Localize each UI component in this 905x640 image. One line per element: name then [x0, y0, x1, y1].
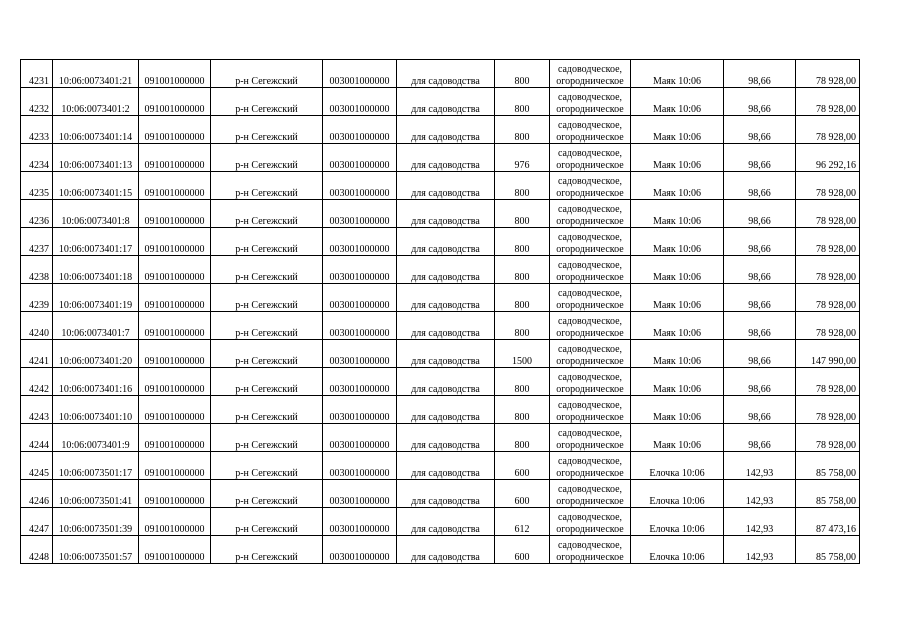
table-row — [21, 172, 860, 200]
category-line-2: огородническое — [556, 383, 624, 395]
area-cell: 800 — [495, 256, 550, 284]
rate-cell: 142,93 — [724, 452, 796, 480]
district-cell: р-н Сегежский — [211, 144, 323, 172]
row-number-cell: 4231 — [21, 60, 53, 88]
permitted-use-cell: для садоводства — [397, 536, 495, 564]
oktmo-code-cell: 003001000000 — [323, 340, 397, 368]
category-line-1: садоводческое, — [557, 316, 623, 327]
zone-cell: Елочка 10:06 — [631, 508, 724, 536]
category-line-1: садоводческое, — [557, 344, 623, 355]
row-number-cell: 4247 — [21, 508, 53, 536]
zone-cell: Елочка 10:06 — [631, 452, 724, 480]
table-row — [21, 424, 860, 452]
district-cell: р-н Сегежский — [211, 284, 323, 312]
category-cell — [550, 452, 631, 480]
zone-cell: Маяк 10:06 — [631, 256, 724, 284]
area-cell: 800 — [495, 172, 550, 200]
cadastral-value-cell: 78 928,00 — [796, 396, 860, 424]
rate-cell: 142,93 — [724, 536, 796, 564]
cadastral-value-cell: 147 990,00 — [796, 340, 860, 368]
permitted-use-cell: для садоводства — [397, 424, 495, 452]
category-line-2: огородническое — [556, 215, 624, 227]
zone-cell: Елочка 10:06 — [631, 536, 724, 564]
cadastral-number-cell: 10:06:0073401:10 — [53, 396, 139, 424]
category-line-2: огородническое — [556, 131, 624, 143]
category-line-2: огородническое — [556, 523, 624, 535]
district-cell: р-н Сегежский — [211, 368, 323, 396]
area-cell: 800 — [495, 228, 550, 256]
table-row — [21, 368, 860, 396]
cadastral-value-cell: 78 928,00 — [796, 88, 860, 116]
district-cell: р-н Сегежский — [211, 228, 323, 256]
cadastral-number-cell: 10:06:0073401:20 — [53, 340, 139, 368]
table-row — [21, 88, 860, 116]
cadastral-value-cell: 85 758,00 — [796, 536, 860, 564]
district-cell: р-н Сегежский — [211, 256, 323, 284]
category-cell — [550, 200, 631, 228]
area-cell: 600 — [495, 536, 550, 564]
area-cell: 800 — [495, 424, 550, 452]
row-number-cell: 4241 — [21, 340, 53, 368]
cadastral-number-cell: 10:06:0073401:16 — [53, 368, 139, 396]
district-cell: р-н Сегежский — [211, 396, 323, 424]
district-cell: р-н Сегежский — [211, 172, 323, 200]
rate-cell: 98,66 — [724, 312, 796, 340]
row-number-cell: 4248 — [21, 536, 53, 564]
zone-cell: Елочка 10:06 — [631, 480, 724, 508]
zone-cell: Маяк 10:06 — [631, 60, 724, 88]
zone-cell: Маяк 10:06 — [631, 228, 724, 256]
table-row — [21, 396, 860, 424]
permitted-use-cell: для садоводства — [397, 396, 495, 424]
oktmo-code-cell: 003001000000 — [323, 172, 397, 200]
cadastral-value-cell: 78 928,00 — [796, 228, 860, 256]
zone-cell: Маяк 10:06 — [631, 88, 724, 116]
zone-cell: Маяк 10:06 — [631, 396, 724, 424]
category-cell — [550, 284, 631, 312]
okato-code-cell: 091001000000 — [139, 536, 211, 564]
category-line-1: садоводческое, — [557, 400, 623, 411]
cadastral-number-cell: 10:06:0073401:14 — [53, 116, 139, 144]
category-line-2: огородническое — [556, 495, 624, 507]
oktmo-code-cell: 003001000000 — [323, 256, 397, 284]
category-line-2: огородническое — [556, 467, 624, 479]
row-number-cell: 4245 — [21, 452, 53, 480]
zone-cell: Маяк 10:06 — [631, 368, 724, 396]
category-line-1: садоводческое, — [557, 372, 623, 383]
table-row — [21, 480, 860, 508]
category-cell — [550, 424, 631, 452]
oktmo-code-cell: 003001000000 — [323, 368, 397, 396]
permitted-use-cell: для садоводства — [397, 228, 495, 256]
district-cell: р-н Сегежский — [211, 340, 323, 368]
category-line-1: садоводческое, — [557, 232, 623, 243]
table-row — [21, 60, 860, 88]
permitted-use-cell: для садоводства — [397, 340, 495, 368]
area-cell: 800 — [495, 88, 550, 116]
permitted-use-cell: для садоводства — [397, 172, 495, 200]
row-number-cell: 4233 — [21, 116, 53, 144]
table-row — [21, 200, 860, 228]
category-line-1: садоводческое, — [557, 512, 623, 523]
cadastral-value-cell: 78 928,00 — [796, 116, 860, 144]
okato-code-cell: 091001000000 — [139, 452, 211, 480]
table-row — [21, 284, 860, 312]
oktmo-code-cell: 003001000000 — [323, 284, 397, 312]
area-cell: 800 — [495, 200, 550, 228]
category-cell — [550, 536, 631, 564]
rate-cell: 98,66 — [724, 200, 796, 228]
permitted-use-cell: для садоводства — [397, 60, 495, 88]
okato-code-cell: 091001000000 — [139, 312, 211, 340]
land-registry-table — [20, 59, 860, 564]
district-cell: р-н Сегежский — [211, 480, 323, 508]
row-number-cell: 4242 — [21, 368, 53, 396]
cadastral-value-cell: 87 473,16 — [796, 508, 860, 536]
category-cell — [550, 256, 631, 284]
district-cell: р-н Сегежский — [211, 116, 323, 144]
cadastral-value-cell: 78 928,00 — [796, 200, 860, 228]
rate-cell: 98,66 — [724, 396, 796, 424]
category-line-2: огородническое — [556, 551, 624, 563]
okato-code-cell: 091001000000 — [139, 368, 211, 396]
table-row — [21, 312, 860, 340]
cadastral-number-cell: 10:06:0073501:57 — [53, 536, 139, 564]
permitted-use-cell: для садоводства — [397, 284, 495, 312]
category-cell — [550, 396, 631, 424]
rate-cell: 98,66 — [724, 284, 796, 312]
row-number-cell: 4235 — [21, 172, 53, 200]
oktmo-code-cell: 003001000000 — [323, 508, 397, 536]
oktmo-code-cell: 003001000000 — [323, 396, 397, 424]
area-cell: 800 — [495, 312, 550, 340]
rate-cell: 98,66 — [724, 368, 796, 396]
rate-cell: 98,66 — [724, 256, 796, 284]
district-cell: р-н Сегежский — [211, 536, 323, 564]
oktmo-code-cell: 003001000000 — [323, 60, 397, 88]
table-row — [21, 116, 860, 144]
district-cell: р-н Сегежский — [211, 508, 323, 536]
category-cell — [550, 172, 631, 200]
category-line-2: огородническое — [556, 103, 624, 115]
category-cell — [550, 60, 631, 88]
category-cell — [550, 368, 631, 396]
zone-cell: Маяк 10:06 — [631, 172, 724, 200]
category-line-2: огородническое — [556, 411, 624, 423]
row-number-cell: 4244 — [21, 424, 53, 452]
category-line-1: садоводческое, — [557, 148, 623, 159]
permitted-use-cell: для садоводства — [397, 256, 495, 284]
row-number-cell: 4237 — [21, 228, 53, 256]
cadastral-number-cell: 10:06:0073401:18 — [53, 256, 139, 284]
rate-cell: 98,66 — [724, 172, 796, 200]
category-line-2: огородническое — [556, 159, 624, 171]
category-line-1: садоводческое, — [557, 484, 623, 495]
table-row — [21, 256, 860, 284]
area-cell: 600 — [495, 452, 550, 480]
table-body — [21, 60, 860, 564]
category-line-2: огородническое — [556, 355, 624, 367]
cadastral-value-cell: 85 758,00 — [796, 480, 860, 508]
district-cell: р-н Сегежский — [211, 312, 323, 340]
cadastral-value-cell: 96 292,16 — [796, 144, 860, 172]
row-number-cell: 4246 — [21, 480, 53, 508]
cadastral-number-cell: 10:06:0073401:19 — [53, 284, 139, 312]
category-line-1: садоводческое, — [557, 92, 623, 103]
oktmo-code-cell: 003001000000 — [323, 228, 397, 256]
permitted-use-cell: для садоводства — [397, 508, 495, 536]
category-line-2: огородническое — [556, 439, 624, 451]
cadastral-number-cell: 10:06:0073501:17 — [53, 452, 139, 480]
category-line-1: садоводческое, — [557, 120, 623, 131]
category-cell — [550, 340, 631, 368]
cadastral-value-cell: 78 928,00 — [796, 368, 860, 396]
category-cell — [550, 88, 631, 116]
category-line-1: садоводческое, — [557, 176, 623, 187]
oktmo-code-cell: 003001000000 — [323, 200, 397, 228]
row-number-cell: 4232 — [21, 88, 53, 116]
cadastral-number-cell: 10:06:0073501:39 — [53, 508, 139, 536]
oktmo-code-cell: 003001000000 — [323, 452, 397, 480]
table-row — [21, 228, 860, 256]
district-cell: р-н Сегежский — [211, 200, 323, 228]
zone-cell: Маяк 10:06 — [631, 144, 724, 172]
district-cell: р-н Сегежский — [211, 424, 323, 452]
okato-code-cell: 091001000000 — [139, 424, 211, 452]
cadastral-value-cell: 85 758,00 — [796, 452, 860, 480]
oktmo-code-cell: 003001000000 — [323, 116, 397, 144]
okato-code-cell: 091001000000 — [139, 396, 211, 424]
oktmo-code-cell: 003001000000 — [323, 480, 397, 508]
category-cell — [550, 312, 631, 340]
category-line-2: огородническое — [556, 299, 624, 311]
category-line-1: садоводческое, — [557, 260, 623, 271]
rate-cell: 98,66 — [724, 340, 796, 368]
category-line-2: огородническое — [556, 271, 624, 283]
zone-cell: Маяк 10:06 — [631, 312, 724, 340]
oktmo-code-cell: 003001000000 — [323, 312, 397, 340]
area-cell: 976 — [495, 144, 550, 172]
rate-cell: 98,66 — [724, 116, 796, 144]
cadastral-value-cell: 78 928,00 — [796, 172, 860, 200]
okato-code-cell: 091001000000 — [139, 172, 211, 200]
area-cell: 800 — [495, 60, 550, 88]
zone-cell: Маяк 10:06 — [631, 424, 724, 452]
cadastral-value-cell: 78 928,00 — [796, 424, 860, 452]
okato-code-cell: 091001000000 — [139, 508, 211, 536]
okato-code-cell: 091001000000 — [139, 60, 211, 88]
category-line-1: садоводческое, — [557, 428, 623, 439]
okato-code-cell: 091001000000 — [139, 340, 211, 368]
oktmo-code-cell: 003001000000 — [323, 424, 397, 452]
cadastral-number-cell: 10:06:0073401:15 — [53, 172, 139, 200]
table-row — [21, 452, 860, 480]
cadastral-number-cell: 10:06:0073401:21 — [53, 60, 139, 88]
table-row — [21, 508, 860, 536]
okato-code-cell: 091001000000 — [139, 116, 211, 144]
area-cell: 612 — [495, 508, 550, 536]
category-line-2: огородническое — [556, 327, 624, 339]
cadastral-number-cell: 10:06:0073401:8 — [53, 200, 139, 228]
category-line-2: огородническое — [556, 187, 624, 199]
table-row — [21, 340, 860, 368]
permitted-use-cell: для садоводства — [397, 480, 495, 508]
district-cell: р-н Сегежский — [211, 88, 323, 116]
cadastral-number-cell: 10:06:0073401:17 — [53, 228, 139, 256]
permitted-use-cell: для садоводства — [397, 144, 495, 172]
area-cell: 800 — [495, 284, 550, 312]
table-row — [21, 536, 860, 564]
rate-cell: 98,66 — [724, 228, 796, 256]
category-line-1: садоводческое, — [557, 288, 623, 299]
cadastral-value-cell: 78 928,00 — [796, 284, 860, 312]
okato-code-cell: 091001000000 — [139, 228, 211, 256]
category-line-1: садоводческое, — [557, 456, 623, 467]
okato-code-cell: 091001000000 — [139, 256, 211, 284]
zone-cell: Маяк 10:06 — [631, 340, 724, 368]
row-number-cell: 4240 — [21, 312, 53, 340]
row-number-cell: 4243 — [21, 396, 53, 424]
category-cell — [550, 480, 631, 508]
rate-cell: 98,66 — [724, 424, 796, 452]
category-cell — [550, 144, 631, 172]
permitted-use-cell: для садоводства — [397, 312, 495, 340]
permitted-use-cell: для садоводства — [397, 88, 495, 116]
rate-cell: 98,66 — [724, 144, 796, 172]
cadastral-number-cell: 10:06:0073501:41 — [53, 480, 139, 508]
category-cell — [550, 228, 631, 256]
row-number-cell: 4238 — [21, 256, 53, 284]
district-cell: р-н Сегежский — [211, 60, 323, 88]
cadastral-number-cell: 10:06:0073401:9 — [53, 424, 139, 452]
cadastral-number-cell: 10:06:0073401:2 — [53, 88, 139, 116]
okato-code-cell: 091001000000 — [139, 284, 211, 312]
area-cell: 800 — [495, 368, 550, 396]
rate-cell: 142,93 — [724, 480, 796, 508]
area-cell: 600 — [495, 480, 550, 508]
category-line-2: огородническое — [556, 75, 624, 87]
rate-cell: 142,93 — [724, 508, 796, 536]
row-number-cell: 4234 — [21, 144, 53, 172]
okato-code-cell: 091001000000 — [139, 480, 211, 508]
row-number-cell: 4236 — [21, 200, 53, 228]
cadastral-number-cell: 10:06:0073401:7 — [53, 312, 139, 340]
okato-code-cell: 091001000000 — [139, 144, 211, 172]
table-row — [21, 144, 860, 172]
category-line-2: огородническое — [556, 243, 624, 255]
cadastral-value-cell: 78 928,00 — [796, 312, 860, 340]
okato-code-cell: 091001000000 — [139, 88, 211, 116]
okato-code-cell: 091001000000 — [139, 200, 211, 228]
permitted-use-cell: для садоводства — [397, 200, 495, 228]
zone-cell: Маяк 10:06 — [631, 284, 724, 312]
district-cell: р-н Сегежский — [211, 452, 323, 480]
rate-cell: 98,66 — [724, 88, 796, 116]
cadastral-value-cell: 78 928,00 — [796, 256, 860, 284]
oktmo-code-cell: 003001000000 — [323, 88, 397, 116]
cadastral-number-cell: 10:06:0073401:13 — [53, 144, 139, 172]
zone-cell: Маяк 10:06 — [631, 200, 724, 228]
area-cell: 800 — [495, 116, 550, 144]
permitted-use-cell: для садоводства — [397, 452, 495, 480]
category-line-1: садоводческое, — [557, 64, 623, 75]
rate-cell: 98,66 — [724, 60, 796, 88]
oktmo-code-cell: 003001000000 — [323, 144, 397, 172]
category-cell — [550, 116, 631, 144]
category-cell — [550, 508, 631, 536]
zone-cell: Маяк 10:06 — [631, 116, 724, 144]
row-number-cell: 4239 — [21, 284, 53, 312]
category-line-1: садоводческое, — [557, 204, 623, 215]
area-cell: 800 — [495, 396, 550, 424]
permitted-use-cell: для садоводства — [397, 116, 495, 144]
permitted-use-cell: для садоводства — [397, 368, 495, 396]
cadastral-value-cell: 78 928,00 — [796, 60, 860, 88]
area-cell: 1500 — [495, 340, 550, 368]
category-line-1: садоводческое, — [557, 540, 623, 551]
oktmo-code-cell: 003001000000 — [323, 536, 397, 564]
